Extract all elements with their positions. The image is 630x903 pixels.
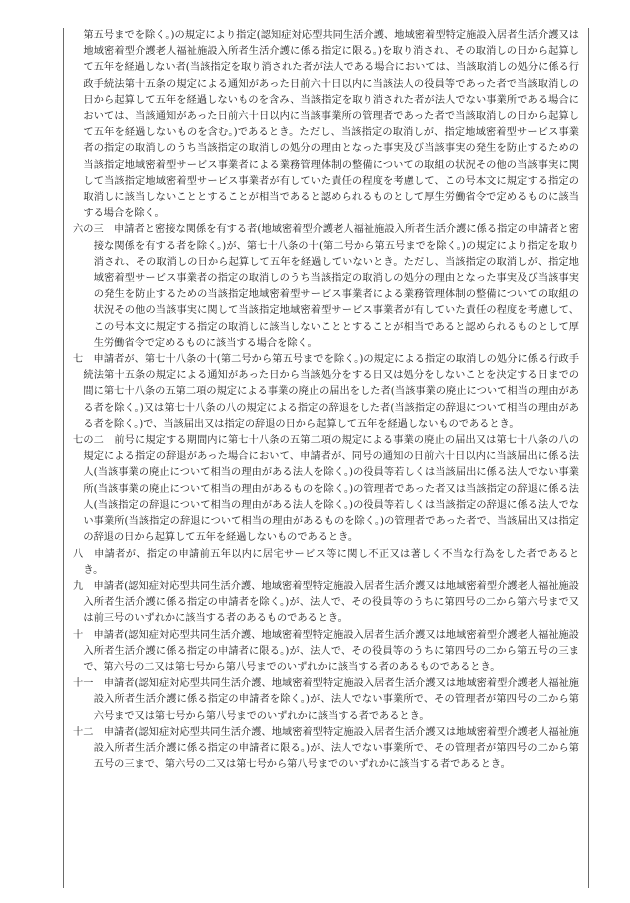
item-number: 六の三 xyxy=(73,224,114,236)
paragraph-text: 申請者が、第七十八条の十(第二号から第五号までを除く。)の規定による指定の取消しの処分に係る行政手続法第十五条の規定による通知があった日から当該処分をする日又は処分をしないことを決定する日までの間に第七十八条の五第二項の規定による事業の廃止の届出をした者(当該事業の廃止について相当の理由がある者を除く。)又は第七十八条の八の規定による指定の辞退をした者(当該指定の辞退について相当の理由がある者を除く。)で、当該届出又は指定の辞退の日から起算して五年を経過しないものであるとき。 xyxy=(83,354,580,430)
item-number: 十 xyxy=(73,629,94,641)
paragraph-text: 申請者(認知症対応型共同生活介護、地域密着型特定施設入居者生活介護又は地域密着型介護老人福祉施設入所者生活介護に係る指定の申請者に限る。)が、法人でない事業所で、その管理者が第四号の二から第五号の三まで、第六号の二又は第七号から第八号までのいずれかに該当する者であるとき。 xyxy=(93,726,579,771)
paragraph-item-7 xyxy=(73,352,579,433)
document-body xyxy=(73,28,579,773)
right-margin-rule xyxy=(588,28,589,888)
paragraph-item-9 xyxy=(73,579,579,628)
paragraph-item-6-3 xyxy=(73,222,579,352)
paragraph-item-12 xyxy=(73,725,579,774)
paragraph-text: 申請者(認知症対応型共同生活介護、地域密着型特定施設入居者生活介護又は地域密着型介護老人福祉施設入所者生活介護に係る指定の申請者を除く。)が、法人でない事業所で、その管理者が第四号の二から第六号まで又は第七号から第八号までのいずれかに該当する者であるとき。 xyxy=(93,678,579,722)
item-number: 十二 xyxy=(73,726,104,738)
paragraph-text: 第五号までを除く。)の規定により指定(認知症対応型共同生活介護、地域密着型特定施設入居者生活介護又は地域密着型介護老人福祉施設入所者生活介護に係る指定に限る。)を取り消され、その取消しの日から起算して五年を経過しない者(当該指定を取り消された者が法人である場合においては、当該取消しの処分に係る行政手続法第十五条の規定による通知があった日前六十日以内に当該法人の役員等であった者で当該取消しの日から起算して五年を経過しないものを含み、当該指定を取り消された者が法人でない事業所である場合においては、当該通知があった日前六十日以内に当該事業所の管理者であった者で当該取消しの日から起算して五年を経過しないものを含む。)であるとき。ただし、当該指定の取消しが、指定地域密着型サービス事業者の指定の取消しのうち当該指定の取消しの処分の理由となった事実及び当該事実の発生を防止するための当該指定地域密着型サービス事業者による業務管理体制の整備についての取組の状況その他の当該事実に関して当該指定地域密着型サービス事業者が有していた責任の程度を考慮して、この号本文に規定する指定の取消しに該当しないこととすることが相当であると認められるものとして厚生労働省令で定めるものに該当する場合を除く。 xyxy=(83,30,579,220)
paragraph-text: 申請者と密接な関係を有する者(地域密着型介護老人福祉施設入所者生活介護に係る指定の申請者と密接な関係を有する者を除く。)が、第七十八条の十(第二号から第五号までを除く。)の規定により指定を取り消され、その取消しの日から起算して五年を経過していないとき。ただし、当該指定の取消しが、指定地域密着型サービス事業者の指定の取消しのうち当該指定の取消しの処分の理由となった事実及び当該事実の発生を防止するための当該指定地域密着型サービス事業者による業務管理体制の整備についての取組の状況その他の当該事実に関して当該指定地域密着型サービス事業者が有していた責任の程度を考慮して、この号本文に規定する指定の取消しに該当しないこととすることが相当であると認められるものとして厚生労働省令で定めるものに該当する場合を除く。 xyxy=(93,224,579,349)
item-number: 十一 xyxy=(73,678,104,690)
left-margin-rule xyxy=(63,28,64,888)
item-number: 七の二 xyxy=(73,435,115,447)
paragraph-item-7-2 xyxy=(73,433,579,546)
item-number: 八 xyxy=(73,548,95,560)
paragraph-continued xyxy=(73,28,579,222)
item-number: 九 xyxy=(73,580,94,592)
paragraph-item-8 xyxy=(73,547,579,579)
paragraph-text: 申請者が、指定の申請前五年以内に居宅サービス等に関し不正又は著しく不当な行為をした者であるとき。 xyxy=(83,548,580,576)
paragraph-text: 前号に規定する期間内に第七十八条の五第二項の規定による事業の廃止の届出又は第七十八条の八の規定による指定の辞退があった場合において、申請者が、同号の通知の日前六十日以内に当該届出に係る法人(当該事業の廃止について相当の理由がある法人を除く。)の役員等若しくは当該届出に係る法人でない事業所(当該事業の廃止について相当の理由があるものを除く。)の管理者であった者又は当該指定の辞退に係る法人(当該指定の辞退について相当の理由がある法人を除く。)の役員等若しくは当該指定の辞退に係る法人でない事業所(当該指定の辞退について相当の理由があるものを除く。)の管理者であった者で、当該届出又は指定の辞退の日から起算して五年を経過しないものであるとき。 xyxy=(83,435,580,544)
item-number: 七 xyxy=(73,354,94,366)
paragraph-item-10 xyxy=(73,628,579,677)
paragraph-item-11 xyxy=(73,676,579,725)
paragraph-text: 申請者(認知症対応型共同生活介護、地域密着型特定施設入居者生活介護又は地域密着型介護老人福祉施設入所者生活介護に係る指定の申請者を除く。)が、法人で、その役員等のうちに第四号の二から第六号まで又は前三号のいずれかに該当する者のあるものであるとき。 xyxy=(83,580,579,625)
paragraph-text: 申請者(認知症対応型共同生活介護、地域密着型特定施設入居者生活介護又は地域密着型介護老人福祉施設入所者生活介護に係る指定の申請者に限る。)が、法人で、その役員等のうちに第四号の二から第五号の三まで、第六号の二又は第七号から第八号までのいずれかに該当する者のあるものであるとき。 xyxy=(83,629,579,673)
